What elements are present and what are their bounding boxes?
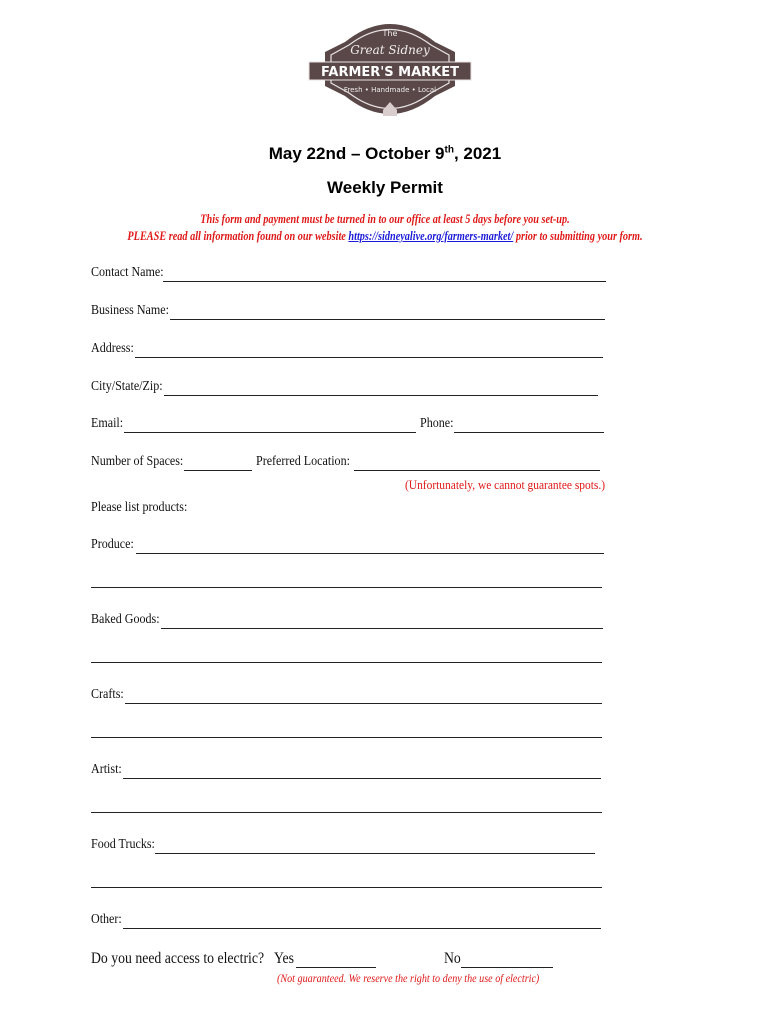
baked-goods-row — [91, 609, 603, 629]
location-field[interactable] — [354, 456, 600, 471]
electric-yes-field[interactable] — [296, 953, 376, 968]
date-range-text: May 22nd – October 9 — [268, 144, 445, 163]
other-row — [91, 909, 601, 929]
crafts-field-line-2[interactable] — [91, 736, 602, 738]
logo-farmers-market: FARMER'S MARKET — [321, 65, 459, 80]
artist-row — [91, 759, 601, 779]
artist-field-line-2[interactable] — [91, 811, 602, 813]
email-field[interactable] — [124, 418, 416, 433]
city-state-zip-row — [91, 376, 598, 396]
address-field[interactable] — [135, 343, 603, 358]
electric-note: (Not guaranteed. We reserve the right to deny the use of electric) — [277, 973, 540, 985]
farmers-market-logo — [305, 12, 475, 126]
email-label: Email: — [91, 416, 124, 431]
crafts-field[interactable] — [125, 689, 602, 704]
date-range-title — [0, 144, 770, 164]
permit-title: Weekly Permit — [327, 178, 443, 197]
phone-field[interactable] — [454, 418, 604, 433]
produce-row — [91, 534, 604, 554]
produce-field[interactable] — [136, 539, 604, 554]
electric-row — [91, 948, 553, 968]
food-trucks-field[interactable] — [155, 839, 595, 854]
other-field[interactable] — [123, 914, 601, 929]
date-sup: th — [444, 144, 454, 156]
other-label: Other: — [91, 912, 122, 927]
produce-label: Produce: — [91, 537, 134, 552]
website-link[interactable]: https://sidneyalive.org/farmers-market/ — [348, 229, 514, 243]
food-trucks-row — [91, 834, 595, 854]
baked-goods-field[interactable] — [161, 614, 603, 629]
crafts-label: Crafts: — [91, 687, 124, 702]
address-label: Address: — [91, 341, 134, 356]
spaces-label: Number of Spaces: — [91, 454, 184, 469]
business-name-label: Business Name: — [91, 303, 169, 318]
products-heading-row — [91, 497, 203, 517]
business-name-row — [91, 300, 605, 320]
crafts-row — [91, 684, 602, 704]
city-state-zip-field[interactable] — [164, 381, 598, 396]
spaces-field[interactable] — [184, 456, 252, 471]
spaces-location-row — [91, 451, 600, 471]
phone-label: Phone: — [420, 416, 454, 431]
food-trucks-field-line-2[interactable] — [91, 886, 602, 888]
guarantee-note: (Unfortunately, we cannot guarantee spots.) — [405, 477, 606, 492]
electric-no-field[interactable] — [461, 953, 553, 968]
logo-the: The — [382, 29, 398, 38]
notice-suffix: prior to submitting your form. — [513, 229, 643, 243]
address-row — [91, 338, 603, 358]
produce-field-line-2[interactable] — [91, 586, 602, 588]
date-year: , 2021 — [453, 144, 502, 163]
products-heading: Please list products: — [91, 500, 188, 515]
notice-line-1: This form and payment must be turned in to our office at least 5 days before you set-up. — [200, 212, 570, 226]
logo-great-sidney: Great Sidney — [350, 43, 430, 57]
electric-question: Do you need access to electric? — [91, 950, 265, 967]
baked-goods-field-line-2[interactable] — [91, 661, 602, 663]
contact-name-field[interactable] — [163, 267, 606, 282]
email-phone-row — [91, 413, 604, 433]
food-trucks-label: Food Trucks: — [91, 837, 155, 852]
artist-label: Artist: — [91, 762, 122, 777]
notice-line-2 — [69, 229, 700, 244]
electric-no-label: No — [443, 950, 461, 967]
baked-goods-label: Baked Goods: — [91, 612, 160, 627]
contact-name-row — [91, 262, 606, 282]
notice-prefix: PLEASE read all information found on our website — [127, 229, 349, 243]
location-label: Preferred Location: — [256, 454, 351, 469]
business-name-field[interactable] — [170, 305, 605, 320]
city-state-zip-label: City/State/Zip: — [91, 379, 163, 394]
contact-name-label: Contact Name: — [91, 265, 164, 280]
logo-tagline: Fresh • Handmade • Local — [343, 86, 437, 94]
artist-field[interactable] — [123, 764, 601, 779]
electric-yes-label: Yes — [274, 950, 295, 967]
